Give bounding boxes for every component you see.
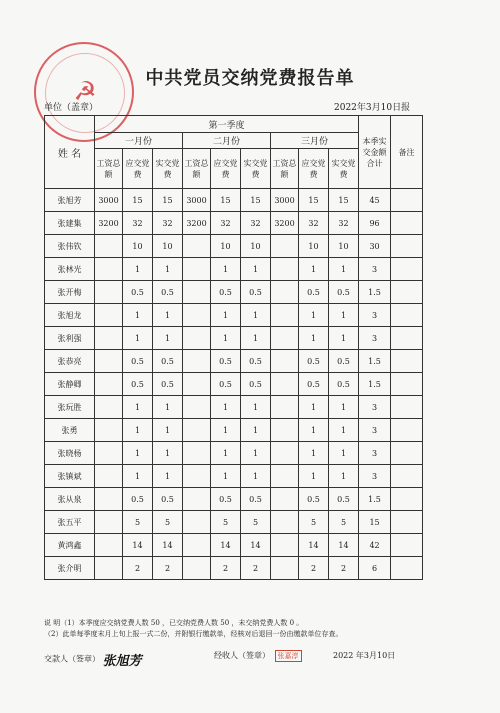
- salary-cell: [183, 511, 211, 534]
- salary-cell: [183, 557, 211, 580]
- salary-cell: [183, 442, 211, 465]
- paid-cell: 10: [241, 235, 271, 258]
- paid-cell: 32: [153, 212, 183, 235]
- member-name-cell: 张恭亮: [45, 350, 95, 373]
- salary-cell: [183, 419, 211, 442]
- paid-cell: 1: [241, 465, 271, 488]
- salary-cell: [95, 396, 123, 419]
- salary-cell: [183, 350, 211, 373]
- due-cell: 1: [299, 304, 329, 327]
- due-cell: 0.5: [123, 488, 153, 511]
- remark-cell: [391, 557, 423, 580]
- due-cell: 1: [123, 304, 153, 327]
- due-cell: 1: [299, 419, 329, 442]
- member-name-cell: 张旭龙: [45, 304, 95, 327]
- remark-cell: [391, 488, 423, 511]
- paid-cell: 1: [241, 419, 271, 442]
- due-header: 应交党费: [211, 149, 241, 189]
- due-cell: 1: [299, 442, 329, 465]
- month-header-1: 一月份: [95, 133, 183, 149]
- table-row: [45, 373, 423, 396]
- salary-cell: [95, 373, 123, 396]
- salary-cell: [271, 373, 299, 396]
- member-name-cell: 黄鸿鑫: [45, 534, 95, 557]
- paid-cell: 1: [153, 327, 183, 350]
- paid-cell: 0.5: [329, 373, 359, 396]
- table-row: [45, 557, 423, 580]
- salary-cell: [271, 281, 299, 304]
- remark-cell: [391, 419, 423, 442]
- salary-cell: [271, 488, 299, 511]
- due-cell: 2: [123, 557, 153, 580]
- due-cell: 5: [211, 511, 241, 534]
- paid-cell: 1: [153, 396, 183, 419]
- table-row: [45, 465, 423, 488]
- due-cell: 32: [211, 212, 241, 235]
- signature-date: 2022 年3月10日: [333, 651, 396, 660]
- due-cell: 0.5: [123, 281, 153, 304]
- member-name-cell: 张利强: [45, 327, 95, 350]
- table-row: [45, 212, 423, 235]
- paid-cell: 0.5: [329, 350, 359, 373]
- paid-cell: 1: [241, 442, 271, 465]
- due-cell: 32: [123, 212, 153, 235]
- paid-cell: 1: [241, 396, 271, 419]
- paid-cell: 1: [241, 304, 271, 327]
- due-cell: 1: [211, 396, 241, 419]
- salary-cell: 3000: [95, 189, 123, 212]
- due-cell: 1: [299, 327, 329, 350]
- paid-cell: 1: [329, 442, 359, 465]
- quarter-total-cell: 1.5: [359, 350, 391, 373]
- quarter-total-cell: 45: [359, 189, 391, 212]
- salary-cell: [95, 511, 123, 534]
- table-row: [45, 419, 423, 442]
- salary-cell: [271, 350, 299, 373]
- salary-cell: [95, 235, 123, 258]
- salary-cell: [95, 488, 123, 511]
- quarter-total-cell: 3: [359, 327, 391, 350]
- salary-cell: [183, 465, 211, 488]
- due-cell: 1: [211, 419, 241, 442]
- quarter-total-cell: 30: [359, 235, 391, 258]
- paid-header: 实交党费: [241, 149, 271, 189]
- paid-cell: 10: [153, 235, 183, 258]
- due-cell: 15: [123, 189, 153, 212]
- due-cell: 0.5: [299, 373, 329, 396]
- due-cell: 1: [211, 258, 241, 281]
- salary-cell: [95, 419, 123, 442]
- paid-cell: 0.5: [153, 350, 183, 373]
- quarter-total-cell: 6: [359, 557, 391, 580]
- due-cell: 0.5: [299, 350, 329, 373]
- salary-cell: [271, 419, 299, 442]
- due-cell: 0.5: [211, 281, 241, 304]
- paid-cell: 5: [241, 511, 271, 534]
- paid-cell: 15: [153, 189, 183, 212]
- quarter-total-cell: 1.5: [359, 281, 391, 304]
- payer-label: 交款人（签章）: [44, 654, 100, 664]
- paid-cell: 1: [329, 258, 359, 281]
- salary-cell: 3200: [271, 212, 299, 235]
- remark-cell: [391, 442, 423, 465]
- table-row: [45, 235, 423, 258]
- due-cell: 1: [123, 258, 153, 281]
- salary-cell: 3200: [95, 212, 123, 235]
- due-cell: 1: [123, 396, 153, 419]
- table-row: [45, 327, 423, 350]
- paid-cell: 0.5: [241, 488, 271, 511]
- paid-header: 实交党费: [329, 149, 359, 189]
- salary-cell: [95, 557, 123, 580]
- remark-cell: [391, 534, 423, 557]
- note-line-2: （2）此单每季度末月上旬上报一式二份，并附银行缴款单，经核对后退回一份由缴款单位存查。: [44, 630, 343, 638]
- due-cell: 1: [299, 258, 329, 281]
- paid-cell: 1: [153, 258, 183, 281]
- due-cell: 2: [299, 557, 329, 580]
- salary-cell: [271, 235, 299, 258]
- paid-cell: 5: [153, 511, 183, 534]
- paid-cell: 1: [153, 419, 183, 442]
- salary-cell: [95, 281, 123, 304]
- due-cell: 1: [123, 419, 153, 442]
- paid-cell: 5: [329, 511, 359, 534]
- due-cell: 14: [211, 534, 241, 557]
- paid-cell: 1: [153, 442, 183, 465]
- due-cell: 1: [299, 465, 329, 488]
- payer-signature-block: [44, 650, 142, 669]
- quarter-total-cell: 3: [359, 465, 391, 488]
- paid-cell: 2: [241, 557, 271, 580]
- remark-cell: [391, 350, 423, 373]
- salary-cell: 3200: [183, 212, 211, 235]
- remark-cell: [391, 511, 423, 534]
- due-cell: 5: [123, 511, 153, 534]
- quarter-total-cell: 3: [359, 396, 391, 419]
- salary-cell: [95, 327, 123, 350]
- salary-cell: [95, 350, 123, 373]
- salary-cell: [183, 373, 211, 396]
- paid-header: 实交党费: [153, 149, 183, 189]
- table-row: [45, 258, 423, 281]
- remark-cell: [391, 396, 423, 419]
- table-row: [45, 350, 423, 373]
- receiver-seal: 张嘉淳: [275, 650, 302, 662]
- salary-cell: [183, 281, 211, 304]
- paid-cell: 0.5: [241, 281, 271, 304]
- due-cell: 0.5: [123, 350, 153, 373]
- due-cell: 10: [211, 235, 241, 258]
- member-name-cell: 张伟钦: [45, 235, 95, 258]
- remark-cell: [391, 212, 423, 235]
- paid-cell: 0.5: [329, 281, 359, 304]
- due-header: 应交党费: [123, 149, 153, 189]
- salary-cell: 3000: [183, 189, 211, 212]
- salary-cell: [183, 235, 211, 258]
- salary-cell: [183, 488, 211, 511]
- unit-label: 单位（盖章）: [44, 103, 99, 113]
- paid-cell: 1: [153, 304, 183, 327]
- salary-cell: [183, 396, 211, 419]
- salary-cell: [271, 465, 299, 488]
- salary-cell: [183, 327, 211, 350]
- due-cell: 0.5: [211, 488, 241, 511]
- paid-cell: 1: [329, 327, 359, 350]
- due-cell: 1: [123, 465, 153, 488]
- quarter-total-cell: 3: [359, 304, 391, 327]
- due-cell: 14: [123, 534, 153, 557]
- salary-cell: [95, 534, 123, 557]
- month-header-2: 二月份: [183, 133, 271, 149]
- due-cell: 1: [211, 442, 241, 465]
- due-cell: 1: [211, 465, 241, 488]
- receiver-signature-block: [214, 650, 302, 662]
- quarter-total-cell: 1.5: [359, 488, 391, 511]
- month-header-3: 三月份: [271, 133, 359, 149]
- paid-cell: 0.5: [329, 488, 359, 511]
- salary-cell: [183, 534, 211, 557]
- paid-cell: 32: [241, 212, 271, 235]
- remark-header: 备注: [391, 116, 423, 189]
- due-cell: 5: [299, 511, 329, 534]
- paid-cell: 2: [153, 557, 183, 580]
- member-name-cell: 张勇: [45, 419, 95, 442]
- due-cell: 0.5: [211, 373, 241, 396]
- member-name-cell: 张五平: [45, 511, 95, 534]
- name-header: 姓 名: [45, 116, 95, 189]
- salary-cell: [95, 442, 123, 465]
- quarter-total-cell: 3: [359, 419, 391, 442]
- table-row: [45, 396, 423, 419]
- due-cell: 32: [299, 212, 329, 235]
- dues-table: [44, 115, 423, 580]
- paid-cell: 0.5: [153, 373, 183, 396]
- note-line-1: 说 明（1）本季度应交纳党费人数 50 ，已交纳党费人数 50 ，未交纳党费人数 0 。: [44, 619, 304, 627]
- salary-header: 工资总额: [271, 149, 299, 189]
- document-title: 中共党员交纳党费报告单: [145, 68, 355, 89]
- paid-cell: 1: [153, 465, 183, 488]
- quarter-total-cell: 3: [359, 258, 391, 281]
- member-name-cell: 张旭芳: [45, 189, 95, 212]
- member-name-cell: 张从泉: [45, 488, 95, 511]
- remark-cell: [391, 373, 423, 396]
- due-cell: 1: [211, 304, 241, 327]
- salary-cell: [95, 258, 123, 281]
- due-cell: 15: [211, 189, 241, 212]
- salary-cell: [271, 557, 299, 580]
- paid-cell: 1: [241, 258, 271, 281]
- salary-cell: [271, 534, 299, 557]
- paid-cell: 14: [153, 534, 183, 557]
- paid-cell: 0.5: [153, 281, 183, 304]
- due-cell: 2: [211, 557, 241, 580]
- paid-cell: 1: [329, 419, 359, 442]
- paid-cell: 0.5: [241, 373, 271, 396]
- salary-cell: [271, 396, 299, 419]
- quarter-total-cell: 15: [359, 511, 391, 534]
- quarter-total-cell: 96: [359, 212, 391, 235]
- paid-cell: 1: [329, 465, 359, 488]
- paid-cell: 0.5: [153, 488, 183, 511]
- member-name-cell: 张晓杨: [45, 442, 95, 465]
- salary-cell: 3000: [271, 189, 299, 212]
- member-name-cell: 张建集: [45, 212, 95, 235]
- salary-cell: [271, 304, 299, 327]
- quarter-total-cell: 3: [359, 442, 391, 465]
- due-header: 应交党费: [299, 149, 329, 189]
- receiver-label: 经收人（签章）: [214, 651, 270, 660]
- paid-cell: 1: [241, 327, 271, 350]
- due-cell: 1: [211, 327, 241, 350]
- paid-cell: 0.5: [241, 350, 271, 373]
- remark-cell: [391, 258, 423, 281]
- paid-cell: 1: [329, 396, 359, 419]
- salary-cell: [95, 465, 123, 488]
- paid-cell: 15: [241, 189, 271, 212]
- paid-cell: 14: [329, 534, 359, 557]
- table-row: [45, 442, 423, 465]
- member-name-cell: 张玩胜: [45, 396, 95, 419]
- remark-cell: [391, 281, 423, 304]
- quarter-total-cell: 42: [359, 534, 391, 557]
- table-row: [45, 488, 423, 511]
- table-row: [45, 189, 423, 212]
- member-name-cell: 张镇斌: [45, 465, 95, 488]
- payer-signature: 张旭芳: [102, 654, 142, 669]
- quarter-total-cell: 1.5: [359, 373, 391, 396]
- remark-cell: [391, 304, 423, 327]
- paid-cell: 32: [329, 212, 359, 235]
- remark-cell: [391, 235, 423, 258]
- salary-cell: [271, 442, 299, 465]
- quarter-header: 第一季度: [95, 116, 359, 133]
- salary-cell: [271, 327, 299, 350]
- remark-cell: [391, 327, 423, 350]
- remark-cell: [391, 189, 423, 212]
- due-cell: 0.5: [299, 281, 329, 304]
- member-name-cell: 张静卿: [45, 373, 95, 396]
- table-row: [45, 534, 423, 557]
- due-cell: 1: [123, 442, 153, 465]
- due-cell: 0.5: [123, 373, 153, 396]
- paid-cell: 2: [329, 557, 359, 580]
- due-cell: 1: [299, 396, 329, 419]
- remark-cell: [391, 465, 423, 488]
- table-body: [45, 189, 423, 580]
- salary-cell: [183, 258, 211, 281]
- paid-cell: 15: [329, 189, 359, 212]
- member-name-cell: 张开梅: [45, 281, 95, 304]
- due-cell: 0.5: [299, 488, 329, 511]
- member-name-cell: 张介明: [45, 557, 95, 580]
- report-date: 2022年3月10日报: [334, 103, 411, 113]
- paid-cell: 10: [329, 235, 359, 258]
- salary-cell: [271, 511, 299, 534]
- salary-cell: [95, 304, 123, 327]
- paid-cell: 1: [329, 304, 359, 327]
- salary-cell: [271, 258, 299, 281]
- member-name-cell: 张林光: [45, 258, 95, 281]
- party-emblem-icon: ☭: [73, 77, 97, 107]
- due-cell: 14: [299, 534, 329, 557]
- table-row: [45, 304, 423, 327]
- due-cell: 10: [299, 235, 329, 258]
- paid-cell: 14: [241, 534, 271, 557]
- table-row: [45, 511, 423, 534]
- due-cell: 15: [299, 189, 329, 212]
- table-row: [45, 281, 423, 304]
- due-cell: 0.5: [211, 350, 241, 373]
- salary-cell: [183, 304, 211, 327]
- due-cell: 1: [123, 327, 153, 350]
- salary-header: 工资总额: [183, 149, 211, 189]
- total-header: 本季实交金额合计: [359, 116, 391, 189]
- salary-header: 工资总额: [95, 149, 123, 189]
- due-cell: 10: [123, 235, 153, 258]
